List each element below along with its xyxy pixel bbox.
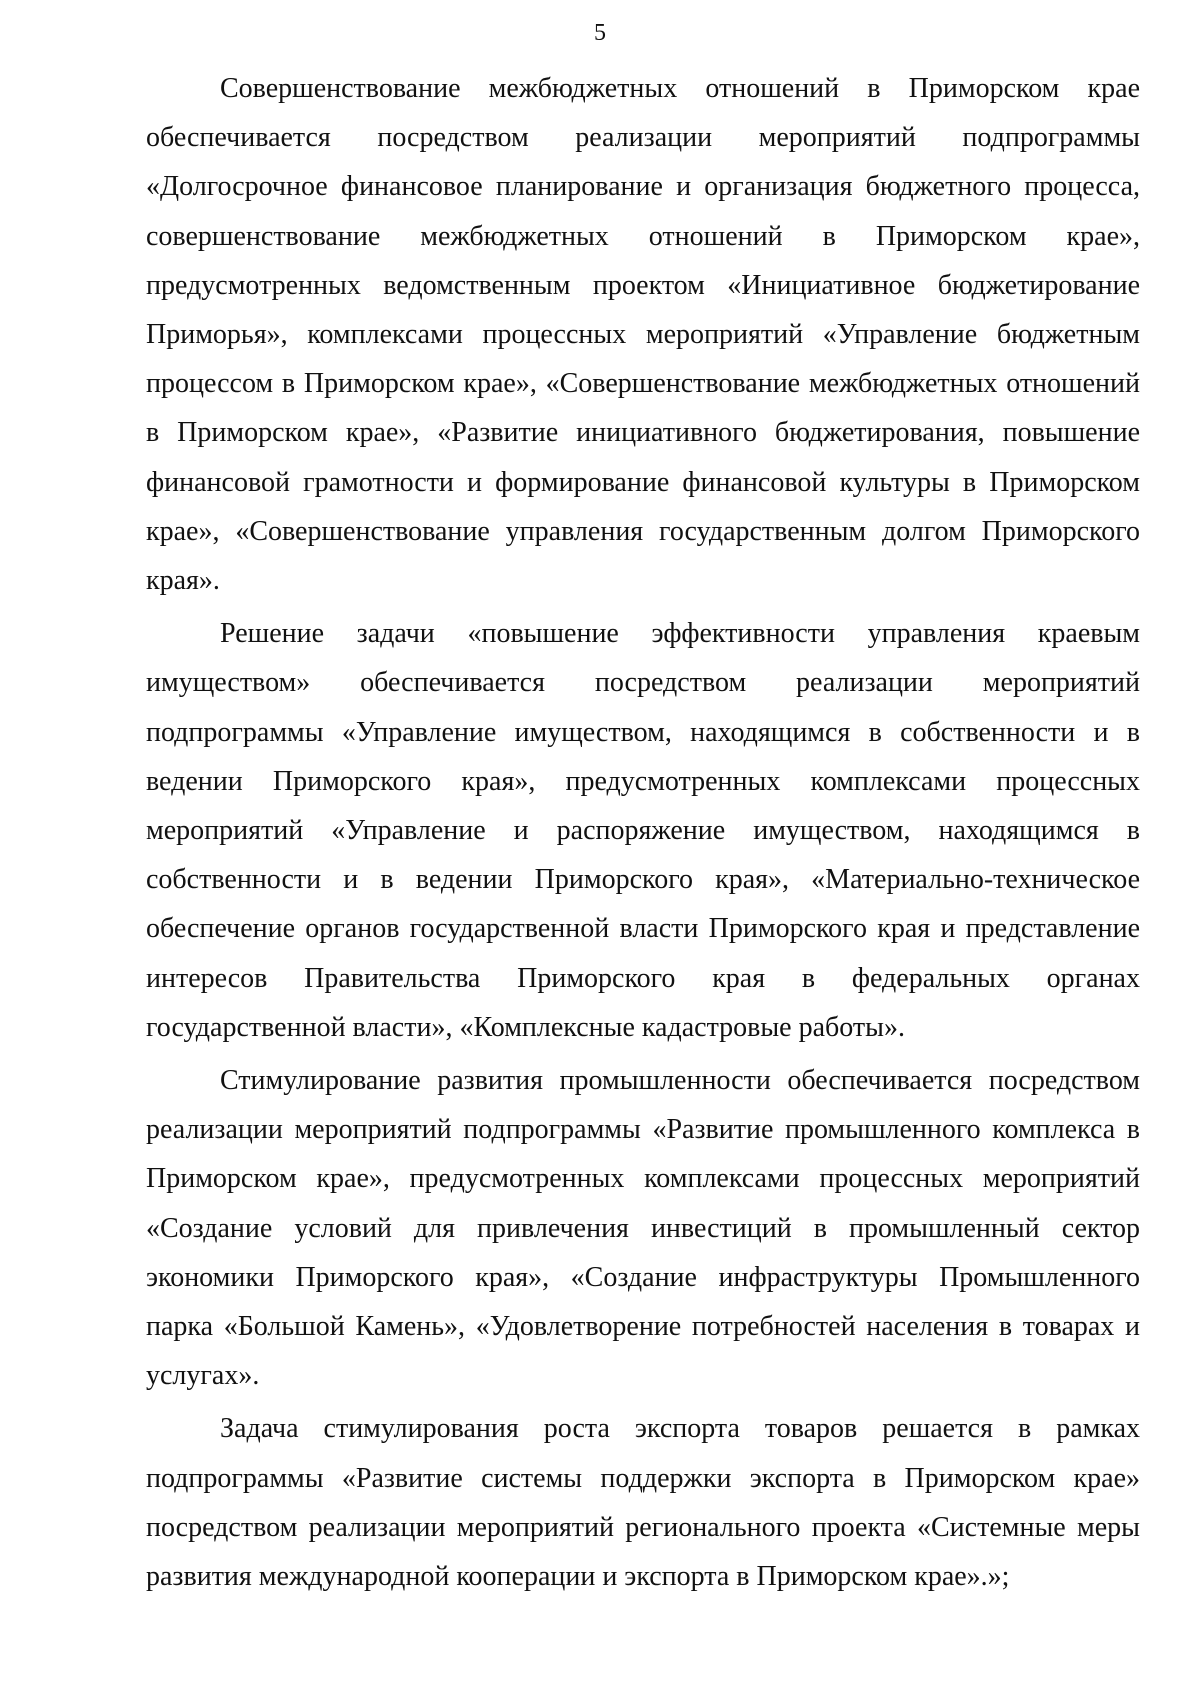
- paragraph-property-management: Решение задачи «повышение эффективности управления краевым имуществом» обеспечивается посредством реализации мероприятий подпрограммы «Управление имуществом, находящимся в собственности и в ведении Приморского края», предусмотренных комплексами процессных мероприятий «Управление и распоряжение имуществом, находящимся в собственности и в ведении Приморского края», «Материально-техническое обеспечение органов государственной власти Приморского края и представление интересов Правительства Приморского края в федеральных органах государственной власти», «Комплексные кадастровые работы».: [146, 618, 1140, 1043]
- paragraph-export-growth: Задача стимулирования роста экспорта товаров решается в рамках подпрограммы «Развитие системы поддержки экспорта в Приморском крае» посредством реализации мероприятий регионального проекта «Системные меры развития международной кооперации и экспорта в Приморском крае».»;: [146, 1413, 1140, 1593]
- document-body: [146, 64, 1140, 1605]
- paragraph-interbudget-relations: Совершенствование межбюджетных отношений в Приморском крае обеспечивается посредством реализации мероприятий подпрограммы «Долгосрочное финансовое планирование и организация бюджетного процесса, совершенствование межбюджетных отношений в Приморском крае», предусмотренных ведомственным проектом «Инициативное бюджетирование Приморья», комплексами процессных мероприятий «Управление бюджетным процессом в Приморском крае», «Совершенствование межбюджетных отношений в Приморском крае», «Развитие инициативного бюджетирования, повышение финансовой грамотности и формирование финансовой культуры в Приморском крае», «Совершенствование управления государственным долгом Приморского края».: [146, 73, 1140, 597]
- paragraph-industry-development: Стимулирование развития промышленности обеспечивается посредством реализации мероприятий подпрограммы «Развитие промышленного комплекса в Приморском крае», предусмотренных комплексами процессных мероприятий «Создание условий для привлечения инвестиций в промышленный сектор экономики Приморского края», «Создание инфраструктуры Промышленного парка «Большой Камень», «Удовлетворение потребностей населения в товарах и услугах».: [146, 1065, 1140, 1392]
- page-number: 5: [594, 20, 606, 46]
